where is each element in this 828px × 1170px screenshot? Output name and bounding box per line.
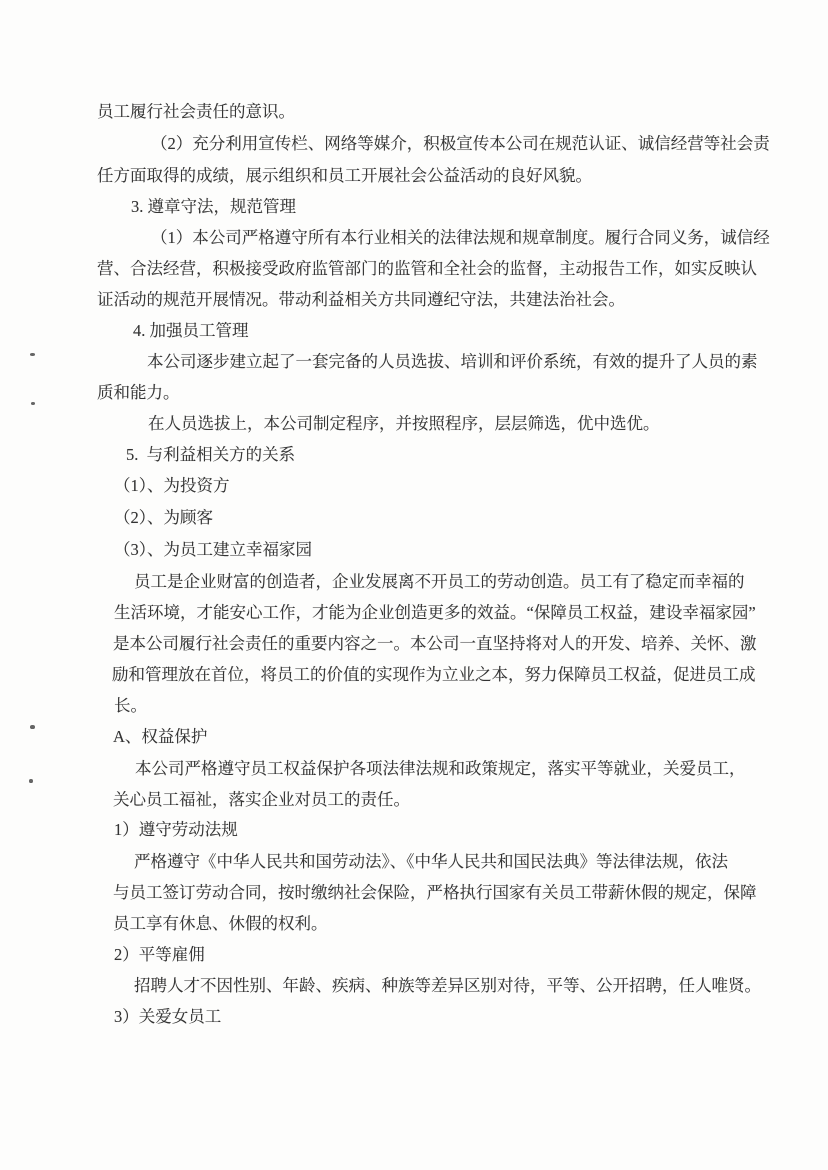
text-line: 关心员工福祉，落实企业对员工的责任。 [113, 790, 410, 809]
text-line: 营、合法经营，积极接受政府监管部门的监管和全社会的监督，主动报告工作，如实反映认 [97, 259, 757, 278]
text-line: 员工是企业财富的创造者，企业发展离不开员工的劳动创造。员工有了稳定而幸福的 [134, 572, 745, 591]
scan-speck [30, 725, 35, 729]
text-line: 员工履行社会责任的意识。 [97, 102, 295, 121]
text-line: 生活环境，才能安心工作，才能为企业创造更多的效益。“保障员工权益，建设幸福家园” [114, 603, 756, 622]
text-line: 本公司逐步建立起了一套完备的人员选拔、培训和评价系统，有效的提升了人员的素 [147, 352, 758, 371]
text-line: 证活动的规范开展情况。带动利益相关方共同遵纪守法，共建法治社会。 [97, 290, 625, 309]
text-line: （1）本公司严格遵守所有本行业相关的法律法规和规章制度。履行合同义务，诚信经 [151, 228, 770, 247]
text-line: 3）关爱女员工 [114, 1007, 222, 1026]
text-line: A、权益保护 [113, 727, 208, 746]
text-line: （2）、为顾客 [114, 508, 213, 527]
text-line: 与员工签订劳动合同，按时缴纳社会保险，严格执行国家有关员工带薪休假的规定，保障 [113, 883, 757, 902]
text-line: 本公司严格遵守员工权益保护各项法律法规和政策规定，落实平等就业，关爱员工， [135, 759, 746, 778]
text-line: 励和管理放在首位，将员工的价值的实现作为立业之本，努力保障员工权益，促进员工成 [112, 665, 756, 684]
text-line: 员工享有休息、休假的权利。 [113, 914, 328, 933]
text-line: 招聘人才不因性别、年龄、疾病、种族等差异区别对待，平等、公开招聘，任人唯贤。 [134, 976, 761, 995]
text-line: 1）遵守劳动法规 [114, 820, 238, 839]
text-line: （2）充分利用宣传栏、网络等媒介，积极宣传本公司在规范认证、诚信经营等社会责 [151, 134, 770, 153]
text-line: 在人员选拔上，本公司制定程序，并按照程序，层层筛选，优中选优。 [148, 414, 660, 433]
scan-speck [30, 353, 35, 356]
text-line: （1）、为投资方 [114, 476, 230, 495]
text-line: 严格遵守《中华人民共和国劳动法》、《中华人民共和国民法典》等法律法规，依法 [134, 852, 728, 871]
text-line: 4. 加强员工管理 [133, 321, 249, 340]
text-line: （3）、为员工建立幸福家园 [114, 540, 312, 559]
text-line: 5. 与利益相关方的关系 [126, 445, 296, 464]
text-line: 长。 [114, 696, 147, 715]
text-line: 3. 遵章守法，规范管理 [131, 197, 296, 216]
text-line: 是本公司履行社会责任的重要内容之一。本公司一直坚持将对人的开发、培养、关怀、激 [113, 634, 757, 653]
text-line: 任方面取得的成绩，展示组织和员工开展社会公益活动的良好风貌。 [97, 166, 592, 185]
text-line: 2）平等雇佣 [114, 945, 205, 964]
scan-speck [31, 402, 35, 405]
scan-speck [29, 779, 33, 783]
text-line: 质和能力。 [97, 383, 180, 402]
